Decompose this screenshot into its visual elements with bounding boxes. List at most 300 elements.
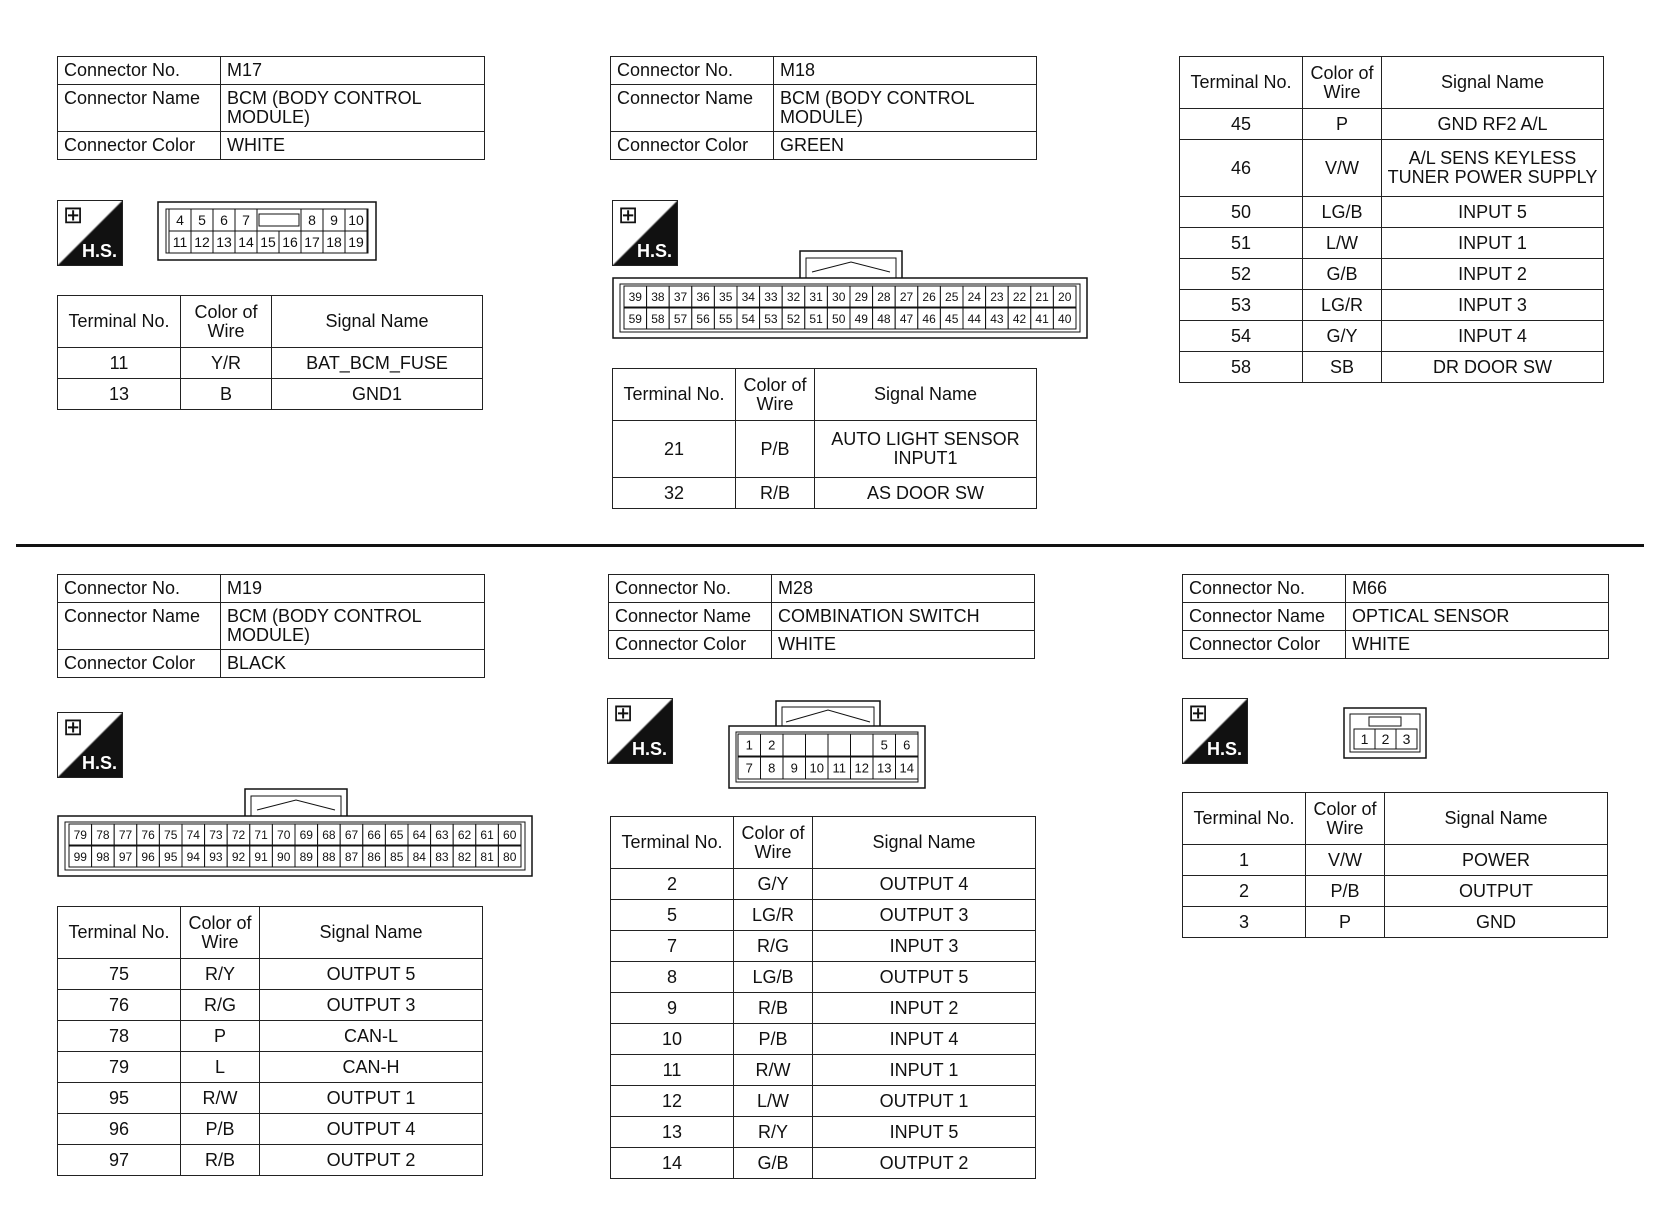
wire-color: G/Y: [1303, 321, 1382, 352]
pin-label: 91: [254, 849, 268, 864]
terminal-row: [611, 1117, 1036, 1148]
connector-no-label: Connector No.: [58, 575, 221, 603]
terminal-row: [611, 931, 1036, 962]
wire-color: L: [181, 1052, 260, 1083]
connector-plug-icon: ⊞: [1188, 700, 1209, 727]
terminal-number: 96: [58, 1114, 181, 1145]
color-of-wire-header: Color of Wire: [736, 369, 815, 421]
pin-label: 96: [141, 849, 155, 864]
wire-color: R/B: [181, 1145, 260, 1176]
pin-label: 36: [696, 289, 710, 304]
pin-label: 13: [877, 760, 892, 776]
wire-color: R/Y: [734, 1117, 813, 1148]
terminal-number: 52: [1180, 259, 1303, 290]
terminal-number: 32: [613, 478, 736, 509]
wire-color: R/G: [734, 931, 813, 962]
pin-label: 76: [141, 827, 155, 842]
pin-label: 77: [118, 827, 133, 842]
terminal-number: 75: [58, 959, 181, 990]
pin-label: 61: [480, 827, 494, 842]
pin-label: 66: [367, 827, 381, 842]
wire-color: P/B: [734, 1024, 813, 1055]
terminal-row: [611, 962, 1036, 993]
signal-name: A/L SENS KEYLESS TUNER POWER SUPPLY: [1382, 140, 1604, 197]
hs-label: H.S.: [631, 739, 667, 759]
pin-label: 65: [390, 827, 404, 842]
terminal-number: 11: [58, 348, 181, 379]
m19-harness-side-icon: [57, 712, 123, 778]
signal-name: OUTPUT 3: [813, 900, 1036, 931]
m17-connector-color: WHITE: [221, 132, 485, 160]
signal-name-header: Signal Name: [1382, 57, 1604, 109]
wire-color: V/W: [1303, 140, 1382, 197]
pin-label: 82: [457, 849, 472, 864]
m28-connector-color: WHITE: [772, 631, 1035, 659]
hs-label: H.S.: [1206, 739, 1242, 759]
pin-label: 29: [854, 289, 868, 304]
pin-label: 22: [1012, 289, 1027, 304]
m18-continued-terminal-rows: [1180, 109, 1604, 383]
pin-label: 80: [503, 849, 517, 864]
pin-label: 31: [809, 289, 823, 304]
signal-name: AUTO LIGHT SENSOR INPUT1: [815, 421, 1037, 478]
pin-label: 35: [719, 289, 733, 304]
pin-label: 90: [277, 849, 291, 864]
terminal-number: 95: [58, 1083, 181, 1114]
pin-label: 69: [299, 827, 313, 842]
pin-label: 49: [854, 311, 868, 326]
wire-color: P/B: [181, 1114, 260, 1145]
m19-connector-face: [57, 788, 535, 878]
pin-label: 6: [220, 212, 228, 228]
wire-color: P: [181, 1021, 260, 1052]
pin-label: 32: [786, 289, 801, 304]
m66-connector-no: M66: [1346, 575, 1609, 603]
signal-name: GND1: [272, 379, 483, 410]
signal-name: INPUT 5: [813, 1117, 1036, 1148]
terminal-number: 21: [613, 421, 736, 478]
m66-terminal-table: [1182, 792, 1608, 938]
connector-no-label: Connector No.: [58, 57, 221, 85]
hs-label: H.S.: [636, 241, 672, 261]
color-of-wire-header: Color of Wire: [1303, 57, 1382, 109]
connector-no-label: Connector No.: [609, 575, 772, 603]
signal-name: OUTPUT 4: [813, 869, 1036, 900]
signal-name: OUTPUT: [1385, 876, 1608, 907]
pin-label: 19: [348, 234, 364, 251]
pin-label: 78: [96, 827, 110, 842]
terminal-row: [611, 1024, 1036, 1055]
m17-connector-no: M17: [221, 57, 485, 85]
signal-name: OUTPUT 4: [260, 1114, 483, 1145]
terminal-number: 51: [1180, 228, 1303, 259]
signal-name: POWER: [1385, 845, 1608, 876]
terminal-number: 12: [611, 1086, 734, 1117]
terminal-number: 1: [1183, 845, 1306, 876]
terminal-row: [611, 1055, 1036, 1086]
terminal-number: 7: [611, 931, 734, 962]
terminal-no-header: Terminal No.: [1183, 793, 1306, 845]
pin-label: 94: [186, 849, 200, 864]
pin-label: 1: [745, 737, 753, 753]
terminal-number: 46: [1180, 140, 1303, 197]
m18-connector-face: [612, 250, 1090, 340]
terminal-number: 11: [611, 1055, 734, 1086]
pin-label: 58: [651, 311, 665, 326]
pin-cell: [851, 734, 874, 756]
wire-color: LG/B: [734, 962, 813, 993]
terminal-row: [1183, 907, 1608, 938]
terminal-number: 45: [1180, 109, 1303, 140]
pin-label: 92: [231, 849, 246, 864]
pin-label: 57: [673, 311, 688, 326]
pin-label: 4: [176, 212, 184, 228]
pin-label: 24: [967, 289, 981, 304]
m18-terminal-rows: [613, 421, 1037, 509]
latch-slot: [259, 214, 299, 226]
signal-name: OUTPUT 5: [813, 962, 1036, 993]
pin-label: 42: [1012, 311, 1027, 326]
latch-slot: [1369, 717, 1401, 726]
pin-label: 75: [164, 827, 178, 842]
wire-color: G/B: [1303, 259, 1382, 290]
pin-label: 8: [768, 760, 776, 776]
pin-label: 30: [832, 289, 846, 304]
pin-label: 26: [922, 289, 936, 304]
pin-label: 64: [412, 827, 426, 842]
pin-label: 53: [764, 311, 778, 326]
connector-plug-icon: ⊞: [63, 714, 84, 741]
terminal-no-header: Terminal No.: [58, 296, 181, 348]
connector-plug-icon: ⊞: [63, 202, 84, 229]
connector-no-label: Connector No.: [611, 57, 774, 85]
pin-label: 88: [322, 849, 336, 864]
terminal-number: 13: [58, 379, 181, 410]
m66-info-table: [1182, 574, 1609, 659]
pin-label: 62: [457, 827, 472, 842]
connector-latch: [776, 701, 880, 729]
wire-color: R/G: [181, 990, 260, 1021]
terminal-row: [1183, 876, 1608, 907]
terminal-row: [1180, 290, 1604, 321]
pin-label: 67: [344, 827, 359, 842]
pin-label: 9: [330, 212, 338, 228]
signal-name: AS DOOR SW: [815, 478, 1037, 509]
pin-label: 33: [764, 289, 778, 304]
pin-label: 18: [326, 234, 342, 251]
wire-color: R/W: [734, 1055, 813, 1086]
terminal-number: 78: [58, 1021, 181, 1052]
pin-label: 7: [242, 212, 250, 228]
m18-connector-no: M18: [774, 57, 1037, 85]
pin-label: 95: [164, 849, 178, 864]
pin-label: 87: [344, 849, 359, 864]
wire-color: P/B: [1306, 876, 1385, 907]
terminal-row: [1180, 352, 1604, 383]
signal-name-header: Signal Name: [272, 296, 483, 348]
signal-name: OUTPUT 3: [260, 990, 483, 1021]
pin-cell: [806, 734, 829, 756]
pin-label: 8: [308, 212, 316, 228]
m17-terminal-table: [57, 295, 483, 410]
pin-label: 23: [990, 289, 1004, 304]
wire-color: LG/B: [1303, 197, 1382, 228]
pin-label: 86: [367, 849, 381, 864]
pin-label: 40: [1058, 311, 1072, 326]
pin-label: 27: [899, 289, 914, 304]
terminal-row: [58, 990, 483, 1021]
m19-connector-color: BLACK: [221, 650, 485, 678]
m17-harness-side-icon: [57, 200, 123, 266]
hs-label: H.S.: [81, 241, 117, 261]
m66-connector-color: WHITE: [1346, 631, 1609, 659]
terminal-row: [611, 900, 1036, 931]
terminal-number: 79: [58, 1052, 181, 1083]
m18-terminal-table: [612, 368, 1037, 509]
terminal-row: [611, 1148, 1036, 1179]
pin-label: 7: [745, 760, 753, 776]
pin-cell: [783, 734, 806, 756]
pin-label: 74: [186, 827, 200, 842]
pin-label: 34: [741, 289, 755, 304]
pin-label: 71: [254, 827, 268, 842]
m28-connector-no: M28: [772, 575, 1035, 603]
pin-label: 97: [118, 849, 133, 864]
pin-label: 84: [412, 849, 426, 864]
signal-name: GND: [1385, 907, 1608, 938]
connector-name-label: Connector Name: [1183, 603, 1346, 631]
signal-name: INPUT 4: [1382, 321, 1604, 352]
pin-label: 54: [741, 311, 755, 326]
hs-label: H.S.: [81, 753, 117, 773]
m18-info-table: [610, 56, 1037, 160]
m19-connector-name: BCM (BODY CONTROL MODULE): [221, 603, 485, 650]
pin-label: 41: [1035, 311, 1049, 326]
signal-name: CAN-H: [260, 1052, 483, 1083]
pin-label: 48: [877, 311, 891, 326]
terminal-row: [1180, 197, 1604, 228]
pin-label: 59: [628, 311, 642, 326]
pin-label: 81: [480, 849, 494, 864]
signal-name: OUTPUT 2: [813, 1148, 1036, 1179]
pin-label: 39: [628, 289, 642, 304]
pin-label: 55: [719, 311, 733, 326]
terminal-row: [58, 348, 483, 379]
wire-color: V/W: [1306, 845, 1385, 876]
terminal-row: [1180, 140, 1604, 197]
pin-label: 25: [945, 289, 959, 304]
m28-harness-side-icon: [607, 698, 673, 764]
signal-name: INPUT 5: [1382, 197, 1604, 228]
pin-label: 37: [673, 289, 688, 304]
signal-name: INPUT 3: [1382, 290, 1604, 321]
terminal-number: 50: [1180, 197, 1303, 228]
connector-color-label: Connector Color: [609, 631, 772, 659]
m28-connector-name: COMBINATION SWITCH: [772, 603, 1035, 631]
signal-name: GND RF2 A/L: [1382, 109, 1604, 140]
terminal-row: [1180, 109, 1604, 140]
pin-label: 15: [260, 234, 276, 251]
pin-label: 63: [435, 827, 449, 842]
section-divider: [16, 544, 1644, 547]
m17-connector-face: [157, 201, 377, 261]
connector-color-label: Connector Color: [58, 650, 221, 678]
pin-label: 14: [238, 234, 254, 251]
terminal-number: 9: [611, 993, 734, 1024]
signal-name: INPUT 4: [813, 1024, 1036, 1055]
m18-connector-name: BCM (BODY CONTROL MODULE): [774, 85, 1037, 132]
terminal-row: [1180, 321, 1604, 352]
terminal-row: [1180, 228, 1604, 259]
wire-color: P/B: [736, 421, 815, 478]
pin-label: 38: [651, 289, 665, 304]
m66-harness-side-icon: [1182, 698, 1248, 764]
pin-label: 44: [967, 311, 981, 326]
terminal-no-header: Terminal No.: [58, 907, 181, 959]
m17-terminal-rows: [58, 348, 483, 410]
pin-label: 9: [790, 760, 798, 776]
pin-label: 68: [322, 827, 336, 842]
m28-terminal-table: [610, 816, 1036, 1179]
pin-label: 70: [277, 827, 291, 842]
terminal-number: 2: [611, 869, 734, 900]
terminal-row: [611, 1086, 1036, 1117]
pin-label: 2: [1381, 731, 1390, 748]
terminal-row: [58, 1052, 483, 1083]
pin-label: 11: [832, 760, 846, 776]
pin-label: 93: [209, 849, 223, 864]
pin-label: 3: [1402, 731, 1411, 748]
terminal-row: [611, 869, 1036, 900]
terminal-number: 10: [611, 1024, 734, 1055]
signal-name: INPUT 2: [813, 993, 1036, 1024]
color-of-wire-header: Color of Wire: [1306, 793, 1385, 845]
m19-terminal-rows: [58, 959, 483, 1176]
pin-label: 50: [832, 311, 846, 326]
m18-connector-color: GREEN: [774, 132, 1037, 160]
terminal-number: 5: [611, 900, 734, 931]
connector-plug-icon: ⊞: [618, 202, 639, 229]
terminal-row: [1183, 845, 1608, 876]
pin-label: 10: [348, 212, 364, 228]
terminal-row: [58, 1083, 483, 1114]
terminal-row: [611, 993, 1036, 1024]
m19-connector-no: M19: [221, 575, 485, 603]
pin-label: 72: [231, 827, 246, 842]
pin-label: 21: [1035, 289, 1049, 304]
pin-label: 20: [1058, 289, 1072, 304]
terminal-number: 13: [611, 1117, 734, 1148]
terminal-row: [613, 421, 1037, 478]
pin-label: 12: [854, 760, 869, 776]
terminal-number: 14: [611, 1148, 734, 1179]
wire-color: L/W: [1303, 228, 1382, 259]
m66-connector-name: OPTICAL SENSOR: [1346, 603, 1609, 631]
pin-label: 28: [877, 289, 891, 304]
pin-label: 46: [922, 311, 936, 326]
wire-color: R/Y: [181, 959, 260, 990]
terminal-row: [58, 379, 483, 410]
pin-label: 99: [73, 849, 87, 864]
signal-name: INPUT 1: [813, 1055, 1036, 1086]
terminal-no-header: Terminal No.: [1180, 57, 1303, 109]
pin-label: 13: [216, 234, 232, 251]
pin-label: 60: [503, 827, 517, 842]
pin-cell: [828, 734, 851, 756]
terminal-number: 58: [1180, 352, 1303, 383]
wire-color: Y/R: [181, 348, 272, 379]
pin-label: 6: [903, 737, 911, 753]
pin-label: 47: [899, 311, 914, 326]
pin-label: 52: [786, 311, 801, 326]
pin-label: 11: [172, 234, 188, 251]
signal-name-header: Signal Name: [260, 907, 483, 959]
signal-name: INPUT 3: [813, 931, 1036, 962]
connector-color-label: Connector Color: [611, 132, 774, 160]
color-of-wire-header: Color of Wire: [181, 907, 260, 959]
pin-label: 12: [194, 234, 210, 251]
m28-terminal-rows: [611, 869, 1036, 1179]
terminal-no-header: Terminal No.: [611, 817, 734, 869]
wire-color: SB: [1303, 352, 1382, 383]
m66-connector-face: [1343, 700, 1427, 760]
m19-info-table: [57, 574, 485, 678]
terminal-row: [58, 1021, 483, 1052]
signal-name-header: Signal Name: [813, 817, 1036, 869]
wire-color: LG/R: [1303, 290, 1382, 321]
terminal-row: [58, 1145, 483, 1176]
m66-terminal-rows: [1183, 845, 1608, 938]
pin-label: 83: [435, 849, 449, 864]
terminal-number: 2: [1183, 876, 1306, 907]
pin-label: 2: [768, 737, 776, 753]
terminal-number: 54: [1180, 321, 1303, 352]
wire-color: R/W: [181, 1083, 260, 1114]
signal-name: OUTPUT 1: [813, 1086, 1036, 1117]
connector-name-label: Connector Name: [58, 85, 221, 132]
terminal-number: 76: [58, 990, 181, 1021]
wire-color: G/Y: [734, 869, 813, 900]
color-of-wire-header: Color of Wire: [734, 817, 813, 869]
connector-name-label: Connector Name: [611, 85, 774, 132]
connector-no-label: Connector No.: [1183, 575, 1346, 603]
signal-name: DR DOOR SW: [1382, 352, 1604, 383]
pin-label: 43: [990, 311, 1004, 326]
connector-color-label: Connector Color: [1183, 631, 1346, 659]
terminal-number: 3: [1183, 907, 1306, 938]
signal-name: INPUT 1: [1382, 228, 1604, 259]
wire-color: L/W: [734, 1086, 813, 1117]
pin-label: 17: [304, 234, 320, 251]
signal-name: BAT_BCM_FUSE: [272, 348, 483, 379]
m17-info-table: [57, 56, 485, 160]
connector-color-label: Connector Color: [58, 132, 221, 160]
pin-label: 5: [880, 737, 888, 753]
pin-label: 14: [899, 760, 914, 776]
terminal-no-header: Terminal No.: [613, 369, 736, 421]
wire-color: P: [1306, 907, 1385, 938]
terminal-row: [58, 959, 483, 990]
terminal-number: 97: [58, 1145, 181, 1176]
pin-label: 73: [209, 827, 223, 842]
m28-info-table: [608, 574, 1035, 659]
signal-name: OUTPUT 1: [260, 1083, 483, 1114]
pin-label: 98: [96, 849, 110, 864]
terminal-row: [1180, 259, 1604, 290]
wire-color: R/B: [734, 993, 813, 1024]
m18-continued-terminal-table: [1179, 56, 1604, 383]
color-of-wire-header: Color of Wire: [181, 296, 272, 348]
